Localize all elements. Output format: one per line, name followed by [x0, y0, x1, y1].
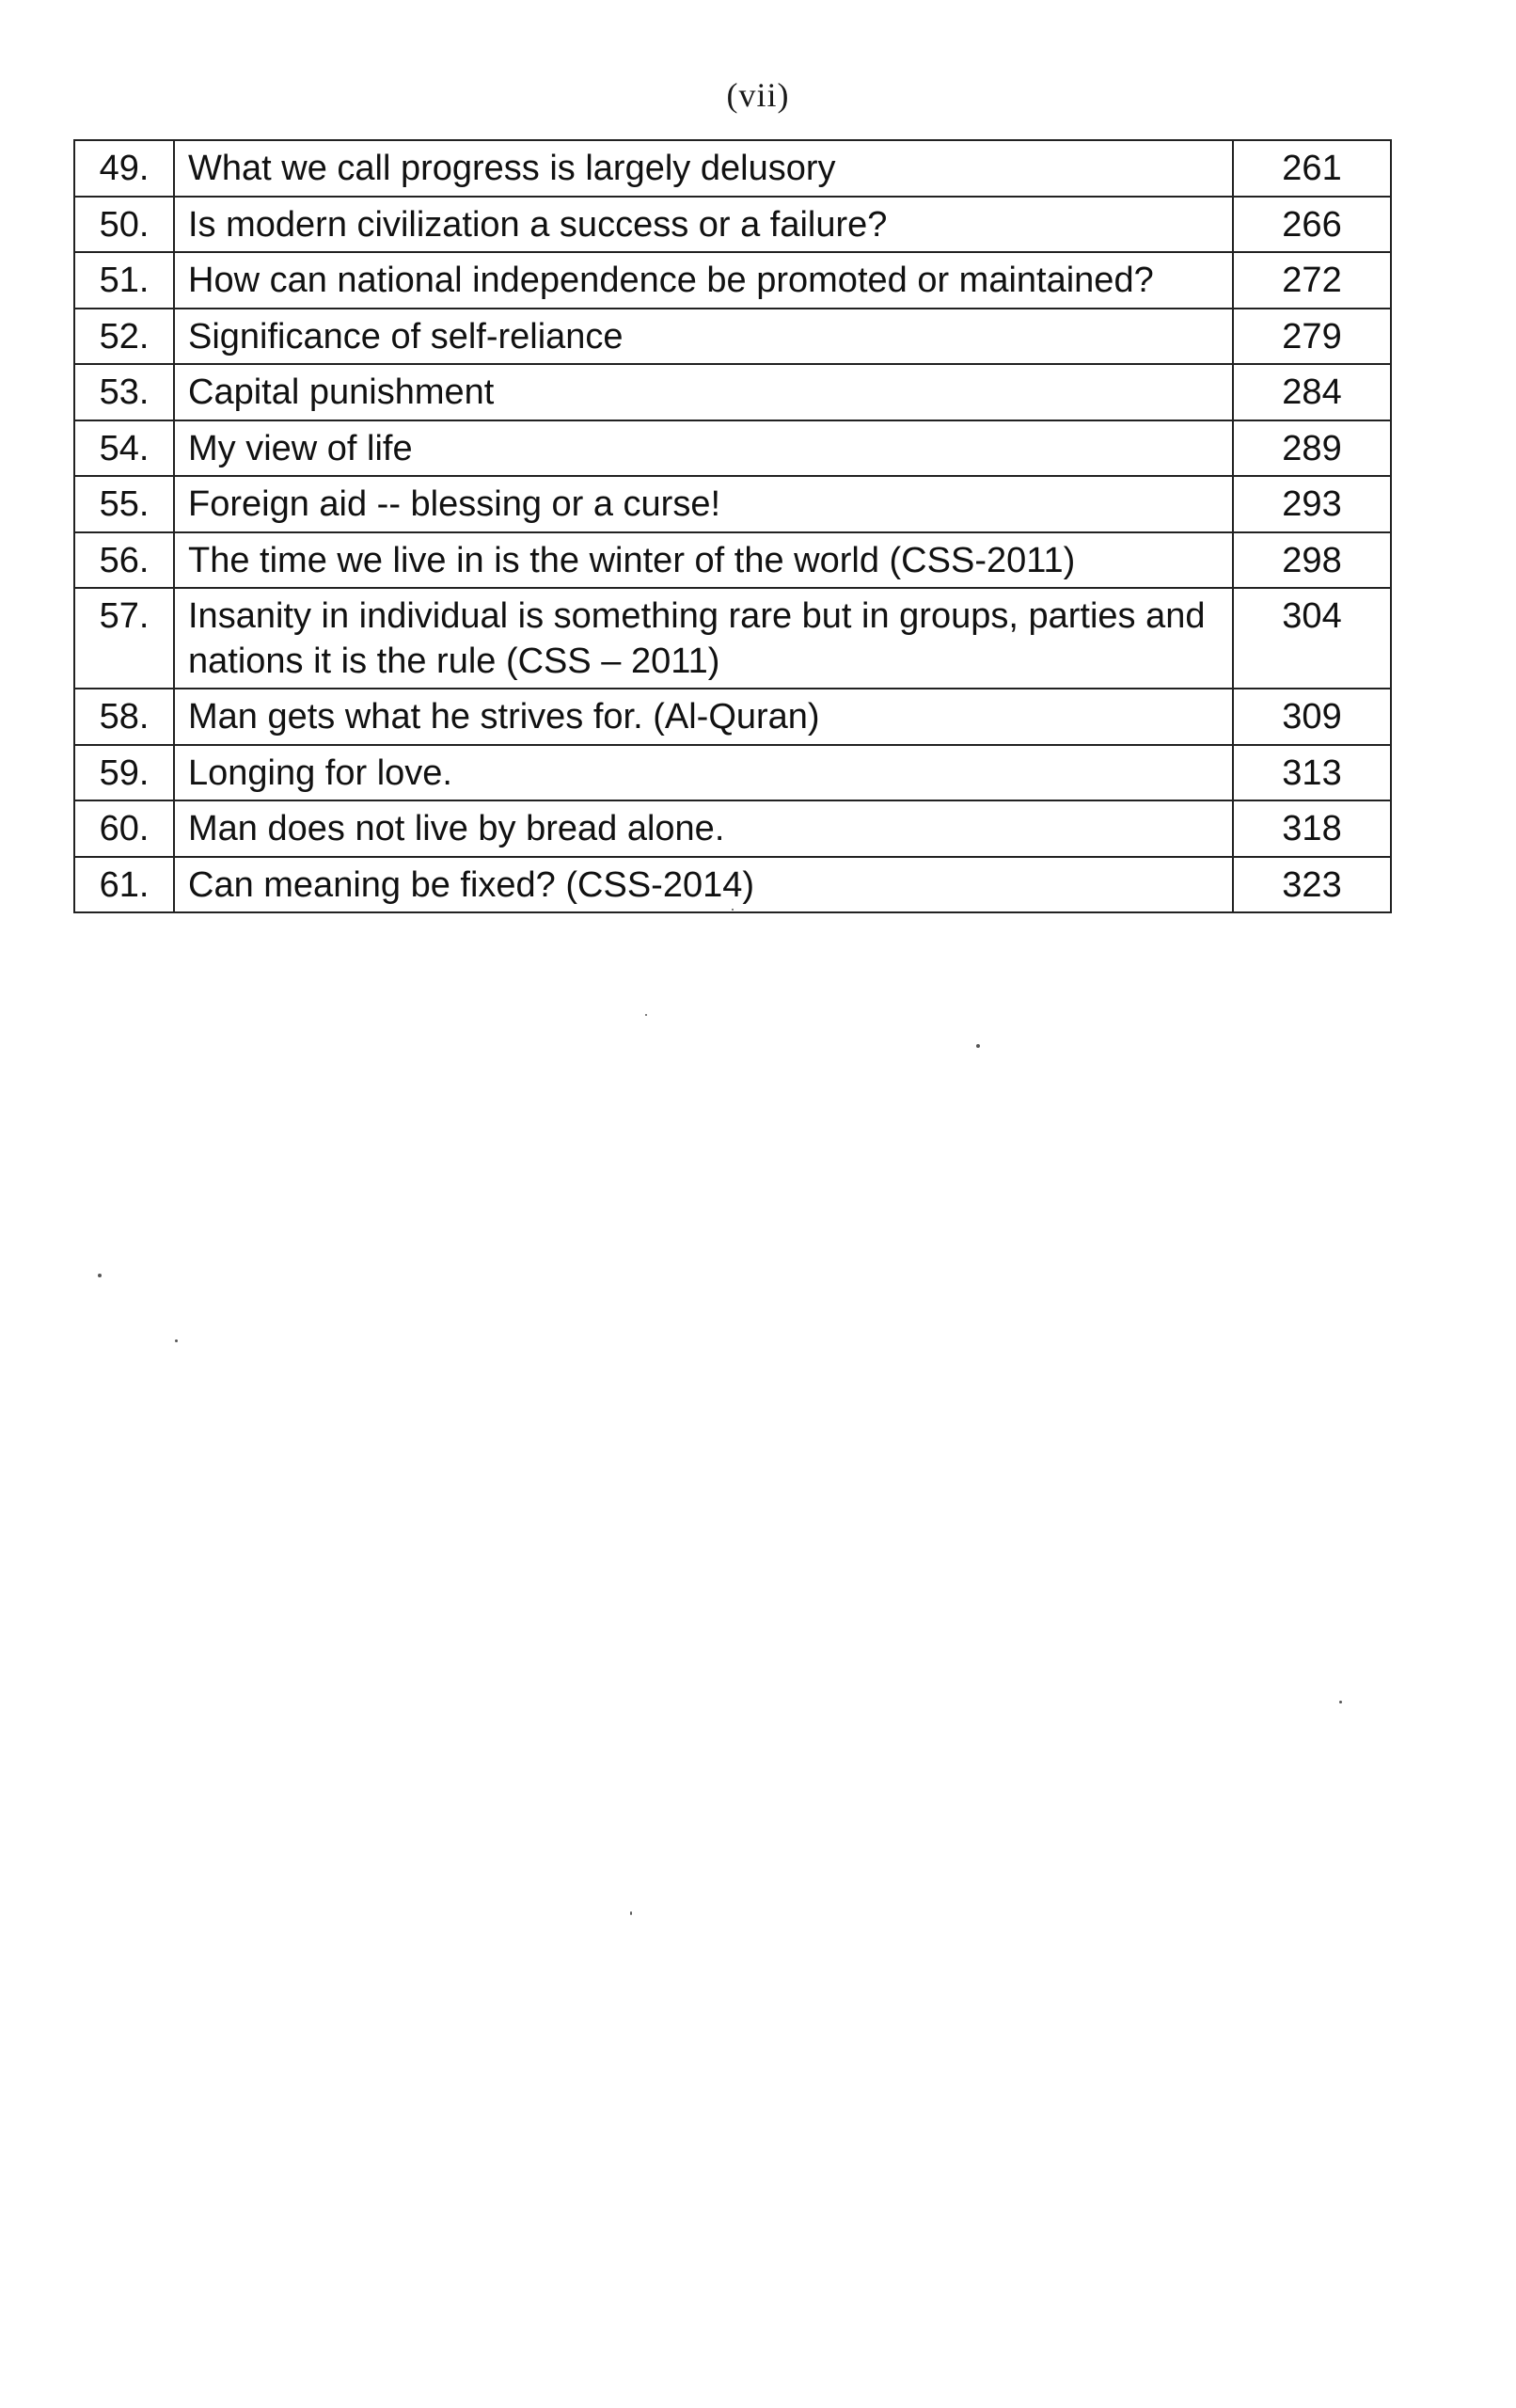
table-row: [74, 800, 1391, 857]
entry-page: 304: [1233, 588, 1391, 689]
entry-title: What we call progress is largely delusory: [174, 140, 1233, 197]
scan-speck: [645, 1014, 647, 1016]
entry-title: My view of life: [174, 420, 1233, 477]
table-row: [74, 197, 1391, 253]
entry-page: 298: [1233, 532, 1391, 589]
entry-page: 313: [1233, 745, 1391, 801]
entry-title: Is modern civilization a success or a failure?: [174, 197, 1233, 253]
entry-number: 50.: [74, 197, 174, 253]
entry-title: Man does not live by bread alone.: [174, 800, 1233, 857]
entry-number: 52.: [74, 309, 174, 365]
entry-page: 318: [1233, 800, 1391, 857]
scan-speck: [175, 1339, 178, 1342]
table-row: [74, 364, 1391, 420]
entry-title: Can meaning be fixed? (CSS-2014): [174, 857, 1233, 913]
table-row: [74, 588, 1391, 689]
scan-speck: [732, 909, 734, 911]
table-row: [74, 140, 1391, 197]
entry-number: 51.: [74, 252, 174, 309]
table-of-contents: [73, 139, 1392, 913]
table-row: [74, 420, 1391, 477]
table-row: [74, 532, 1391, 589]
entry-number: 60.: [74, 800, 174, 857]
entry-title: How can national independence be promoted or maintained?: [174, 252, 1233, 309]
table-row: [74, 252, 1391, 309]
page-number: (vii): [726, 76, 790, 114]
entry-number: 56.: [74, 532, 174, 589]
entry-title: Foreign aid -- blessing or a curse!: [174, 476, 1233, 532]
table-row: [74, 309, 1391, 365]
entry-page: 261: [1233, 140, 1391, 197]
entry-number: 58.: [74, 689, 174, 745]
entry-page: 309: [1233, 689, 1391, 745]
entry-title: Man gets what he strives for. (Al-Quran): [174, 689, 1233, 745]
scan-speck: [1339, 1701, 1342, 1703]
table-row: [74, 745, 1391, 801]
entry-page: 293: [1233, 476, 1391, 532]
scan-speck: [98, 1274, 102, 1277]
table-row: [74, 857, 1391, 913]
scan-speck: [976, 1044, 980, 1048]
scan-speck: [630, 1911, 632, 1915]
entry-page: 272: [1233, 252, 1391, 309]
entry-page: 279: [1233, 309, 1391, 365]
entry-title: Longing for love.: [174, 745, 1233, 801]
entry-page: 266: [1233, 197, 1391, 253]
entry-title: The time we live in is the winter of the world (CSS-2011): [174, 532, 1233, 589]
entry-title: Insanity in individual is something rare but in groups, parties and nations it is the rule (CSS – 2011): [174, 588, 1233, 689]
entry-number: 53.: [74, 364, 174, 420]
entry-number: 54.: [74, 420, 174, 477]
entry-title: Significance of self-reliance: [174, 309, 1233, 365]
entry-title: Capital punishment: [174, 364, 1233, 420]
table-row: [74, 689, 1391, 745]
entry-number: 61.: [74, 857, 174, 913]
entry-number: 49.: [74, 140, 174, 197]
entry-page: 289: [1233, 420, 1391, 477]
entry-page: 323: [1233, 857, 1391, 913]
entry-page: 284: [1233, 364, 1391, 420]
table-row: [74, 476, 1391, 532]
entry-number: 59.: [74, 745, 174, 801]
entry-number: 57.: [74, 588, 174, 689]
entry-number: 55.: [74, 476, 174, 532]
